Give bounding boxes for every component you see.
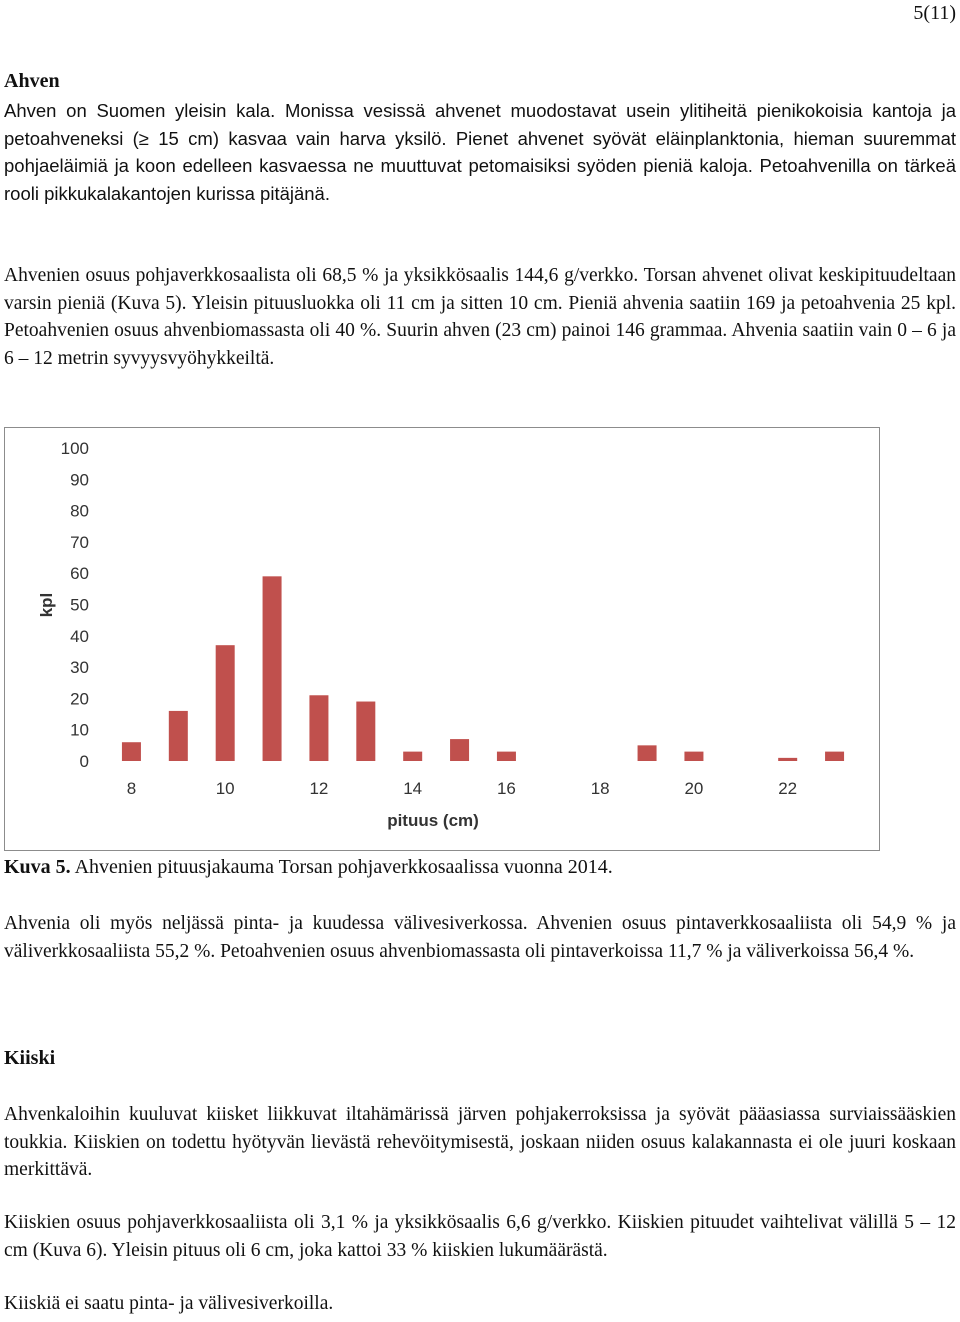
x-tick-label: 10 <box>215 779 235 798</box>
y-tick-label: 90 <box>70 470 89 490</box>
page-number: 5(11) <box>913 2 956 24</box>
y-tick-label: 40 <box>70 626 89 646</box>
x-tick-label: 20 <box>684 779 704 798</box>
y-tick-label: 30 <box>70 658 89 678</box>
y-tick-label: 70 <box>70 532 89 552</box>
length-distribution-chart <box>4 427 880 851</box>
bar <box>684 752 703 761</box>
bar <box>497 752 516 761</box>
y-tick-label: 20 <box>70 689 89 709</box>
x-tick-label: 8 <box>126 779 137 798</box>
y-tick-label: 80 <box>70 501 89 521</box>
y-tick-label: 100 <box>60 439 89 458</box>
paragraph-kiiski-catch: Kiiskien osuus pohjaverkkosaaliista oli 3,1 % ja yksikkösaalis 6,6 g/verkko. Kiiskien pituudet vaihtelivat välillä 5 – 12 cm (Kuva 6). Yleisin pituus oli 6 cm, joka kattoi 33 % kiiskien lukumäärästä. <box>4 1212 956 1261</box>
paragraph-kiiski-nets: Kiiskiä ei saatu pinta- ja välivesiverkoilla. <box>4 1293 334 1314</box>
y-tick-label: 50 <box>70 595 89 615</box>
bar <box>169 711 188 761</box>
bar <box>309 695 328 761</box>
x-tick-label: 14 <box>403 779 423 798</box>
bar <box>778 758 797 761</box>
caption-label: Kuva 5. <box>4 856 71 878</box>
x-tick-label: 16 <box>496 779 516 798</box>
bar <box>263 576 282 761</box>
paragraph-kiiski-intro: Ahvenkaloihin kuuluvat kiisket liikkuvat iltahämärissä järven pohjakerroksissa ja syövät pääasiassa surviaissääskien toukkia. Kiiskien on todettu hyötyvän lievästä rehevöitymisestä, joskaan niiden osuus kalakannasta ei ole juuri koskaan merkittävä. <box>4 1104 956 1180</box>
bar <box>216 645 235 761</box>
figure-caption <box>4 856 613 879</box>
bar <box>403 752 422 761</box>
y-tick-label: 60 <box>70 564 89 584</box>
bar <box>356 702 375 761</box>
paragraph-ahven-intro: Ahven on Suomen yleisin kala. Monissa vesissä ahvenet muodostavat usein ylitiheitä pienikokoisia kantoja ja petoahveneksi (≥ 15 cm) kasvaa vain harva yksilö. Pienet ahvenet syövät eläinplanktonia, hieman suuremmat pohjaeläimiä ja koon edelleen kasvaessa ne muuttuvat petomaisiksi syöden pieniä kaloja. Petoahvenilla on tärkeä rooli pikkukalakantojen kurissa pitäjänä. <box>4 100 956 204</box>
bar <box>450 739 469 761</box>
bar <box>638 745 657 761</box>
bar <box>825 752 844 761</box>
x-tick-label: 12 <box>309 779 329 798</box>
bar <box>122 742 141 761</box>
paragraph-ahven-catch: Ahvenien osuus pohjaverkkosaalista oli 68,5 % ja yksikkösaalis 144,6 g/verkko. Torsan ahvenet olivat keskipituudeltaan varsin pieniä (Kuva 5). Yleisin pituusluokka oli 11 cm ja sitten 10 cm. Pieniä ahvenia saatiin 169 ja petoahvenia 25 kpl. Petoahvenien osuus ahvenbiomassasta oli 40 %. Suurin ahven (23 cm) painoi 146 grammaa. Ahvenia saatiin vain 0 – 6 ja 6 – 12 metrin syvyysvyöhykkeiltä. <box>4 265 956 369</box>
section-heading-ahven: Ahven <box>4 70 60 92</box>
section-heading-kiiski: Kiiski <box>4 1047 56 1069</box>
paragraph-ahven-surface: Ahvenia oli myös neljässä pinta- ja kuudessa välivesiverkossa. Ahvenien osuus pintaverkkosaaliista oli 54,9 % ja väliverkkosaaliista 55,2 %. Petoahvenien osuus ahvenbiomassasta oli pintaverkoissa 11,7 % ja väliverkoissa 56,4 %. <box>4 913 956 962</box>
y-tick-label: 10 <box>70 720 89 740</box>
caption-text: Ahvenien pituusjakauma Torsan pohjaverkkosaalissa vuonna 2014. <box>70 856 613 878</box>
x-axis-label: pituus (cm) <box>387 811 479 830</box>
y-axis-label: kpl <box>37 592 56 618</box>
x-tick-label: 22 <box>778 779 798 798</box>
chart-svg <box>5 428 879 850</box>
x-tick-label: 18 <box>590 779 610 798</box>
y-tick-label: 0 <box>79 752 89 771</box>
